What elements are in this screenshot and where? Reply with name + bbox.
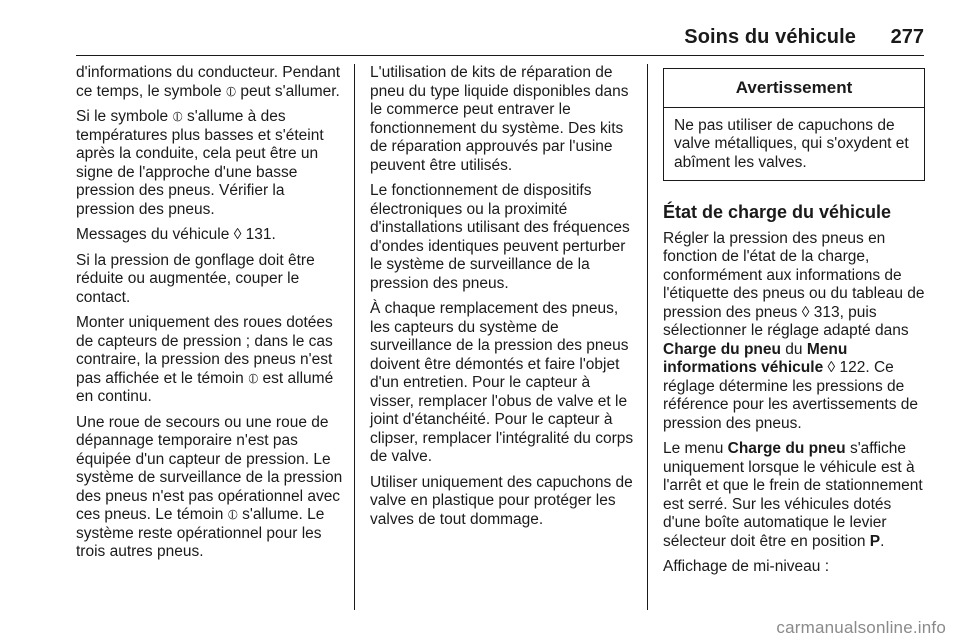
column-2: [370, 64, 636, 536]
page-reference-link[interactable]: ◊ 122: [827, 359, 866, 376]
paragraph: d'informations du conducteur. Pendant ce temps, le symbole ⦶ peut s'allumer.: [76, 64, 341, 100]
paragraph: Si la pression de gonflage doit être réduite ou augmentée, couper le contact.: [76, 251, 315, 306]
section-title: État de charge du véhicule: [663, 202, 892, 222]
page-number: 277: [890, 26, 924, 48]
page-reference-link[interactable]: ◊ 313: [801, 303, 840, 321]
page-title: Soins du véhicule: [684, 26, 856, 48]
tire-pressure-icon: ⦶: [227, 507, 238, 523]
warning-title: Avertissement: [664, 69, 924, 108]
page-header: [0, 0, 960, 60]
paragraph: Si le symbole ⦶ s'allume à des températures plus basses et s'éteint après la conduite, cela peut être un signe de l'approche d'une basse pression des pneus. Vérifier la pression des pneus.: [76, 108, 324, 218]
gear-position: P: [869, 532, 881, 550]
column-3: [663, 64, 925, 584]
paragraph: Régler la pression des pneus en fonction de l'état de la charge, conformément aux informations de l'étiquette des pneus ou du tableau de pression des pneus ◊ 313, puis sélectionner le réglage adapté dans Charge du pneu du Menu informations véhicule ◊ 122. Ce réglage détermine les pressions de référence pour les avertissements de pression des pneus.: [663, 229, 925, 432]
paragraph: Le fonctionnement de dispositifs électroniques ou la proximité d'installations utilisant des fréquences d'ondes identiques peuvent perturber le système de surveillance de la pression des pneus.: [370, 182, 630, 292]
column-divider: [647, 64, 648, 610]
warning-text: Ne pas utiliser de capuchons de valve métalliques, qui s'oxydent et abîment les valves.: [674, 116, 909, 171]
paragraph: À chaque remplacement des pneus, les capteurs du système de surveillance de la pression des pneus doivent être démontés et faire l'objet d'un entretien. Pour le capteur à visser, remplacer l'obus de valve et le joint d'étanchéité. Pour le capteur à clipser, remplacer l'intégralité du corps de valve.: [370, 300, 634, 465]
header-rule: [76, 55, 924, 56]
paragraph: Monter uniquement des roues dotées de capteurs de pression ; dans le cas contraire, la pression des pneus n'est pas affichée et le témoin ⦶ est allumé en continu.: [76, 314, 334, 405]
paragraph: Utiliser uniquement des capuchons de valve en plastique pour protéger les valves de tout dommage.: [370, 473, 633, 528]
menu-name: Charge du pneu: [663, 340, 781, 358]
menu-name: Charge du pneu: [727, 440, 846, 457]
column-1: [76, 64, 344, 569]
paragraph: L'utilisation de kits de réparation de pneu du type liquide disponibles dans le commerce peut entraver le fonctionnement du système. Des kits de réparation approuvés par l'usine peuvent être utilisés.: [370, 64, 629, 174]
paragraph: Affichage de mi-niveau :: [663, 558, 830, 575]
tire-pressure-icon: ⦶: [172, 109, 183, 125]
paragraph: Une roue de secours ou une roue de dépannage temporaire n'est pas équipée d'un capteur de pression. Le système de surveillance de la pression des pneus n'est pas opérationnel avec ces pneus. Le témoin ⦶ s'allume. Le système reste opérationnel pour les trois autres pneus.: [76, 413, 343, 560]
watermark: carmanualsonline.info: [776, 618, 946, 637]
paragraph: Messages du véhicule ◊ 131.: [76, 226, 276, 243]
page-reference-link[interactable]: ◊ 131.: [233, 226, 276, 243]
paragraph: Le menu Charge du pneu s'affiche uniquement lorsque le véhicule est à l'arrêt et que le frein de stationnement est serré. Sur les véhicules dotés d'une boîte automatique le levier sélecteur doit être en position P.: [663, 440, 923, 550]
warning-box: [663, 68, 925, 181]
column-divider: [354, 64, 355, 610]
menu-name: Menu informations véhicule: [663, 340, 848, 376]
tire-pressure-icon: ⦶: [248, 370, 259, 387]
tire-pressure-icon: ⦶: [225, 83, 237, 100]
